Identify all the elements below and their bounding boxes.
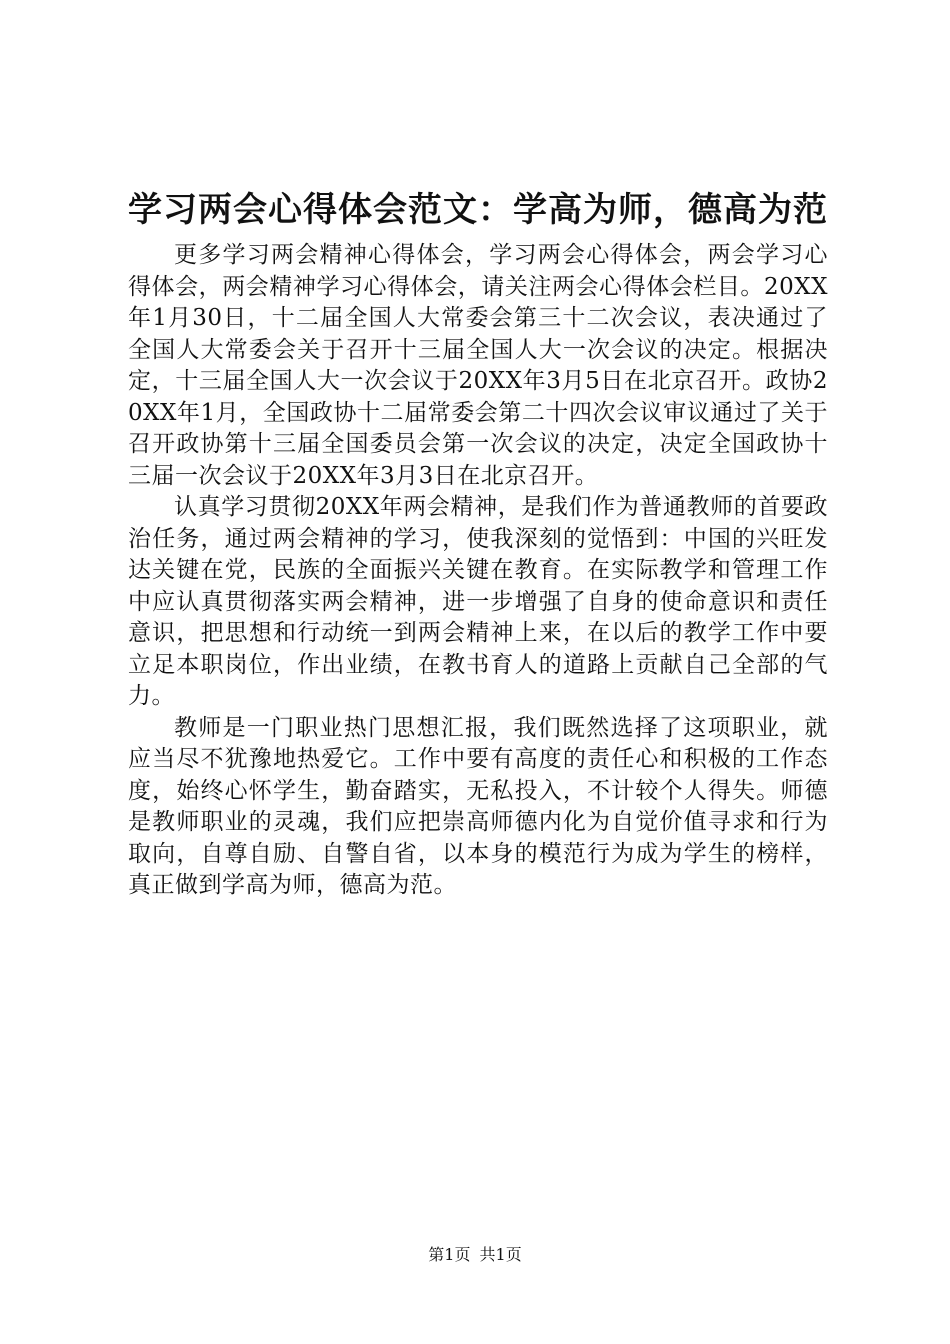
document-title: 学习两会心得体会范文：学高为师，德高为范 (128, 190, 828, 230)
paragraph-1: 更多学习两会精神心得体会，学习两会心得体会，两会学习心得体会，两会精神学习心得体会，请关注两会心得体会栏目。20XX年1月30日，十二届全国人大常委会第三十二次会议，表决通过了全国人大常委会关于召开十三届全国人大一次会议的决定。根据决定，十三届全国人大一次会议于20XX年3月5日在北京召开。政协20XX年1月，全国政协十二届常委会第二十四次会议审议通过了关于召开政协第十三届全国委员会第一次会议的决定，决定全国政协十三届一次会议于20XX年3月3日在北京召开。 (128, 242, 828, 489)
page-total: 共1页 (479, 1245, 522, 1264)
paragraph-3: 教师是一门职业热门思想汇报，我们既然选择了这项职业，就应当尽不犹豫地热爱它。工作中要有高度的责任心和积极的工作态度，始终心怀学生，勤奋踏实，无私投入，不计较个人得失。师德是教师职业的灵魂，我们应把崇高师德内化为自觉价值寻求和行为取向，自尊自励、自警自省，以本身的模范行为成为学生的榜样，真正做到学高为师，德高为范。 (128, 714, 828, 898)
page-number: 第1页 (428, 1245, 471, 1264)
document-body (128, 240, 828, 902)
page-footer (0, 1245, 950, 1265)
paragraph-2: 认真学习贯彻20XX年两会精神，是我们作为普通教师的首要政治任务，通过两会精神的学习，使我深刻的觉悟到：中国的兴旺发达关键在党，民族的全面振兴关键在教育。在实际教学和管理工作中应认真贯彻落实两会精神，进一步增强了自身的使命意识和责任意识，把思想和行动统一到两会精神上来，在以后的教学工作中要立足本职岗位，作出业绩，在教书育人的道路上贡献自己全部的气力。 (128, 494, 828, 709)
